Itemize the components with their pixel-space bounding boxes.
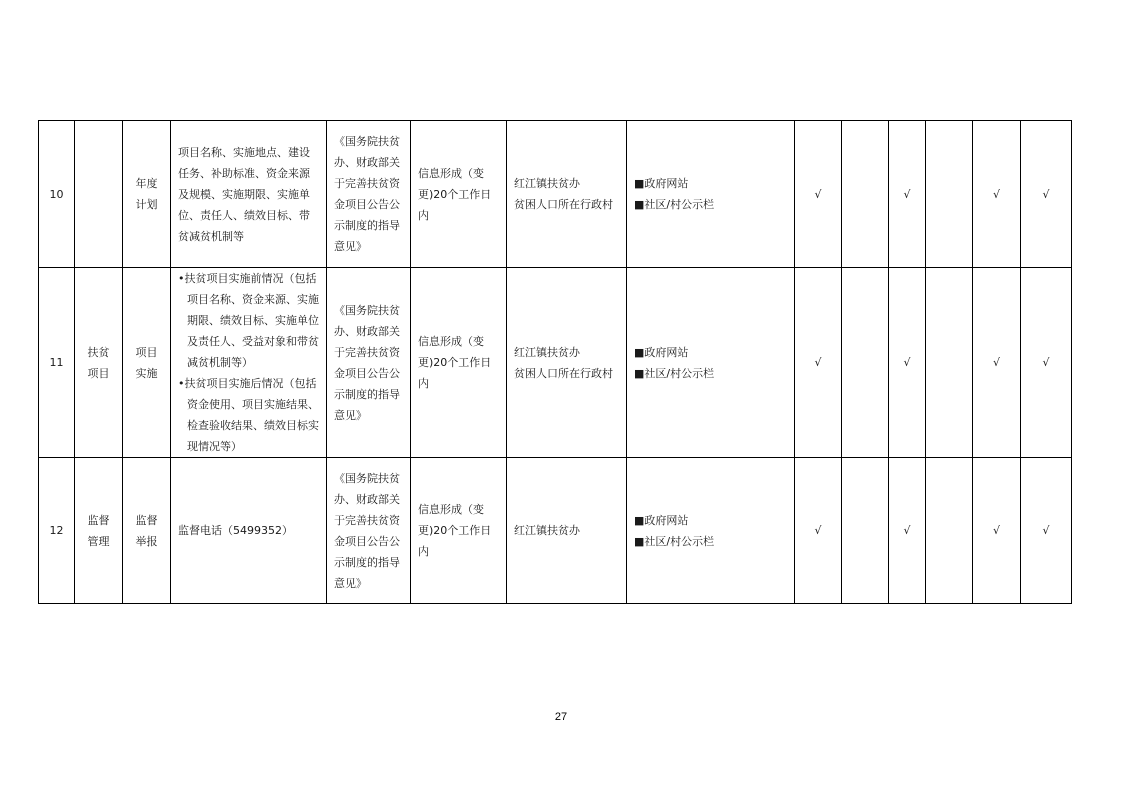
subject-cell: 红江镇扶贫办 贫困人口所在行政村 — [507, 268, 627, 458]
row-number: 12 — [39, 458, 75, 604]
check-cell: √ — [973, 121, 1021, 268]
time-limit-cell: 信息形成（变更)20个工作日内 — [411, 268, 507, 458]
check-cell — [926, 268, 973, 458]
subcategory-cell: 监督 举报 — [123, 458, 171, 604]
subject-cell: 红江镇扶贫办 贫困人口所在行政村 — [507, 121, 627, 268]
content-cell: 监督电话（5499352） — [171, 458, 327, 604]
category-cell — [75, 121, 123, 268]
check-cell: √ — [795, 458, 842, 604]
check-cell — [926, 458, 973, 604]
time-limit-cell: 信息形成（变更)20个工作日内 — [411, 458, 507, 604]
basis-cell: 《国务院扶贫办、财政部关于完善扶贫资金项目公告公示制度的指导意见》 — [327, 268, 411, 458]
page-number: 27 — [554, 711, 568, 723]
channel-cell: ■政府网站 ■社区/村公示栏 — [627, 458, 795, 604]
subject-cell: 红江镇扶贫办 — [507, 458, 627, 604]
check-cell: √ — [1021, 268, 1072, 458]
check-cell: √ — [889, 458, 926, 604]
category-cell: 监督 管理 — [75, 458, 123, 604]
basis-cell: 《国务院扶贫办、财政部关于完善扶贫资金项目公告公示制度的指导意见》 — [327, 121, 411, 268]
check-cell: √ — [1021, 121, 1072, 268]
check-cell: √ — [795, 121, 842, 268]
check-cell: √ — [973, 458, 1021, 604]
check-cell — [842, 458, 889, 604]
channel-cell: ■政府网站 ■社区/村公示栏 — [627, 268, 795, 458]
check-cell: √ — [1021, 458, 1072, 604]
check-cell: √ — [973, 268, 1021, 458]
check-cell — [842, 268, 889, 458]
check-cell — [926, 121, 973, 268]
table-row — [39, 458, 1072, 604]
check-cell: √ — [795, 268, 842, 458]
table-row — [39, 268, 1072, 458]
basis-cell: 《国务院扶贫办、财政部关于完善扶贫资金项目公告公示制度的指导意见》 — [327, 458, 411, 604]
row-number: 11 — [39, 268, 75, 458]
content-cell: 项目名称、实施地点、建设任务、补助标准、资金来源及规模、实施期限、实施单位、责任人、绩效目标、带贫减贫机制等 — [171, 121, 327, 268]
check-cell: √ — [889, 121, 926, 268]
content-cell: •扶贫项目实施前情况（包括项目名称、资金来源、实施期限、绩效目标、实施单位及责任人、受益对象和带贫减贫机制等） •扶贫项目实施后情况（包括资金使用、项目实施结果、检查验收结果、绩效目标实现情况等） — [171, 268, 327, 458]
check-cell — [842, 121, 889, 268]
disclosure-table — [38, 120, 1072, 604]
subcategory-cell: 年度 计划 — [123, 121, 171, 268]
check-cell: √ — [889, 268, 926, 458]
row-number: 10 — [39, 121, 75, 268]
time-limit-cell: 信息形成（变更)20个工作日内 — [411, 121, 507, 268]
table-row — [39, 121, 1072, 268]
subcategory-cell: 项目 实施 — [123, 268, 171, 458]
channel-cell: ■政府网站 ■社区/村公示栏 — [627, 121, 795, 268]
category-cell: 扶贫 项目 — [75, 268, 123, 458]
